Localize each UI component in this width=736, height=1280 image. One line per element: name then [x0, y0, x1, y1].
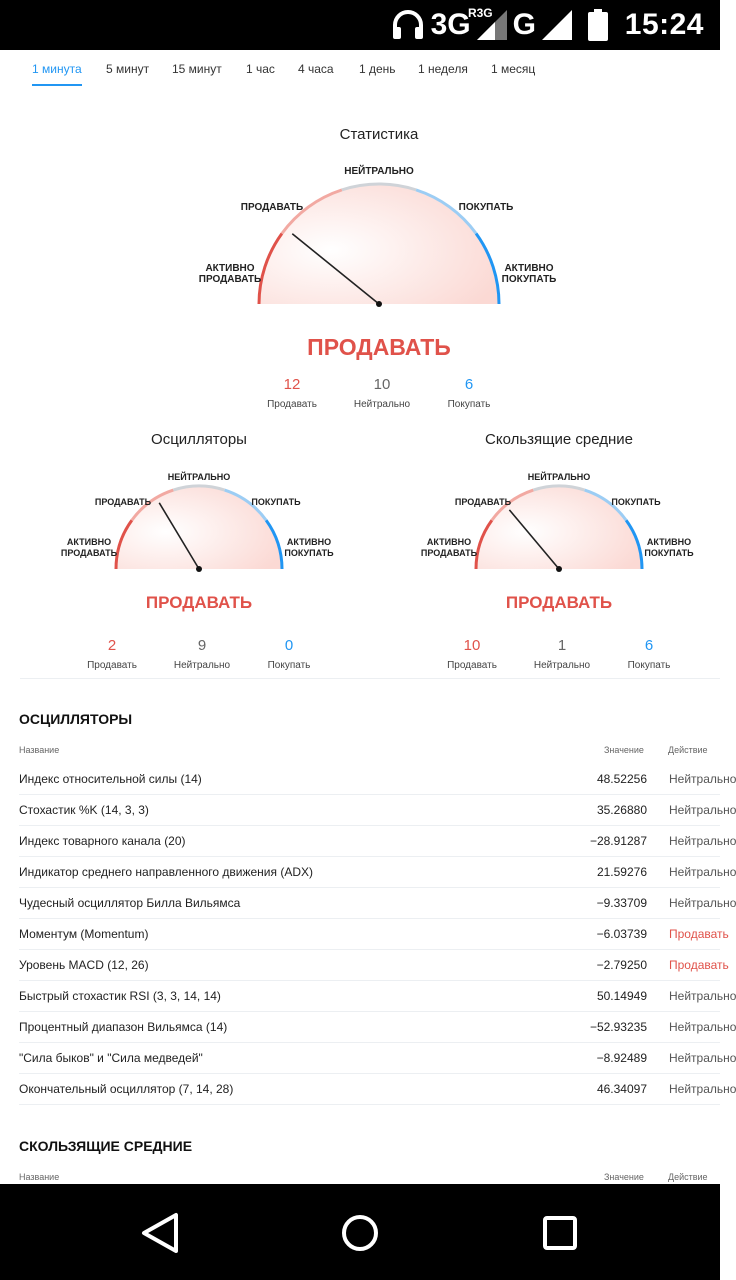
indicator-value: 21.59276 — [596, 865, 647, 879]
gauge-label-strong-buy: АКТИВНО ПОКУПАТЬ — [501, 263, 557, 285]
oscillators-sell-count — [72, 637, 152, 671]
gauge-label-strong-sell: АКТИВНО ПРОДАВАТЬ — [198, 263, 262, 285]
status-bar — [0, 0, 720, 50]
indicator-name: Индекс относительной силы (14) — [19, 772, 202, 786]
ma-gauge — [0, 92, 720, 592]
gauge-label-strong-buy: АКТИВНО ПОКУПАТЬ — [284, 537, 334, 558]
indicator-action: Продавать — [669, 927, 729, 941]
column-header-name: Название — [19, 745, 60, 755]
ma-gauge-title: Скользящие средние — [485, 431, 633, 448]
table-row[interactable] — [19, 795, 736, 826]
gauge-label-strong-sell: АКТИВНО ПРОДАВАТЬ — [420, 537, 478, 558]
table-row[interactable] — [19, 888, 736, 919]
timeframe-tabs — [0, 50, 720, 92]
count-value: 0 — [284, 637, 294, 654]
back-icon[interactable] — [130, 1208, 190, 1258]
tab-15-minutes[interactable]: 15 минут — [172, 62, 222, 76]
count-value: 6 — [644, 637, 654, 654]
battery-icon — [588, 9, 608, 41]
column-header-action: Действие — [668, 745, 708, 755]
ma-sell-count — [432, 637, 512, 671]
gauge-label-buy: ПОКУПАТЬ — [458, 202, 514, 213]
indicator-action: Нейтрально — [669, 989, 736, 1003]
indicator-action: Нейтрально — [669, 896, 736, 910]
clock: 15:24 — [624, 8, 704, 41]
ma-buy-count — [609, 637, 689, 671]
table-row[interactable] — [19, 857, 736, 888]
table-row[interactable] — [19, 1012, 736, 1043]
table-row[interactable] — [19, 764, 736, 795]
indicator-action: Нейтрально — [669, 1020, 736, 1034]
gauge-label-sell: ПРОДАВАТЬ — [240, 202, 304, 213]
ma-neutral-count — [522, 637, 602, 671]
gauge-label-sell: ПРОДАВАТЬ — [454, 497, 512, 507]
gauge-label-strong-buy: АКТИВНО ПОКУПАТЬ — [644, 537, 694, 558]
tab-1-minute[interactable]: 1 минута — [32, 62, 82, 76]
table-row[interactable] — [19, 950, 729, 981]
indicator-action: Нейтрально — [669, 834, 736, 848]
count-value: 10 — [373, 376, 391, 393]
count-label: Покупать — [447, 399, 491, 410]
network-g-label: G — [512, 8, 536, 41]
indicator-name: Уровень MACD (12, 26) — [19, 958, 149, 972]
oscillators-buy-count — [249, 637, 329, 671]
count-value: 2 — [107, 637, 117, 654]
column-header-value: Значение — [604, 745, 644, 755]
gauge-label-neutral: НЕЙТРАЛЬНО — [167, 472, 231, 482]
column-header-action: Действие — [668, 1172, 708, 1182]
summary-verdict: ПРОДАВАТЬ — [307, 334, 451, 360]
table-row[interactable] — [19, 919, 729, 950]
indicator-name: Индекс товарного канала (20) — [19, 834, 186, 848]
indicator-value: −6.03739 — [596, 927, 647, 941]
indicator-value: 46.34097 — [596, 1082, 647, 1096]
gauge-label-neutral: НЕЙТРАЛЬНО — [527, 472, 591, 482]
indicator-value: 35.26880 — [596, 803, 647, 817]
navigation-bar — [0, 1184, 720, 1280]
roaming-label: R3G — [467, 6, 493, 20]
count-label: Нейтрально — [173, 660, 231, 671]
ma-section-title: СКОЛЬЗЯЩИЕ СРЕДНИЕ — [19, 1138, 193, 1154]
divider — [20, 678, 720, 679]
ma-verdict: ПРОДАВАТЬ — [505, 593, 613, 612]
oscillators-section-title: ОСЦИЛЛЯТОРЫ — [19, 711, 133, 727]
count-value: 6 — [464, 376, 474, 393]
indicator-value: −2.79250 — [596, 958, 647, 972]
signal-full-icon — [542, 10, 572, 40]
indicator-value: −52.93235 — [589, 1020, 647, 1034]
oscillators-gauge-title: Осцилляторы — [151, 431, 247, 448]
indicator-name: Окончательный осциллятор (7, 14, 28) — [19, 1082, 234, 1096]
status-icons — [391, 6, 608, 44]
column-header-name: Название — [19, 1172, 60, 1182]
summary-title: Статистика — [339, 126, 419, 143]
tab-1-hour[interactable]: 1 час — [246, 62, 275, 76]
network-3g-label: 3G — [430, 8, 471, 41]
gauge-label-neutral: НЕЙТРАЛЬНО — [344, 166, 414, 177]
tab-4-hours[interactable]: 4 часа — [298, 62, 334, 76]
column-header-value: Значение — [604, 1172, 644, 1182]
table-row[interactable] — [19, 826, 736, 857]
indicator-name: Процентный диапазон Вильямса (14) — [19, 1020, 228, 1034]
technical-analysis-content — [0, 92, 736, 1184]
table-row[interactable] — [19, 1043, 736, 1074]
indicator-name: "Сила быков" и "Сила медведей" — [19, 1051, 203, 1065]
gauge-label-buy: ПОКУПАТЬ — [611, 497, 661, 507]
count-label: Покупать — [267, 660, 311, 671]
indicator-value: −9.33709 — [596, 896, 647, 910]
indicator-name: Моментум (Momentum) — [19, 927, 149, 941]
gauge-label-buy: ПОКУПАТЬ — [251, 497, 301, 507]
indicator-name: Индикатор среднего направленного движения (ADX) — [19, 865, 314, 879]
gauge-label-sell: ПРОДАВАТЬ — [94, 497, 152, 507]
indicator-value: −28.91287 — [589, 834, 647, 848]
tab-5-minutes[interactable]: 5 минут — [106, 62, 150, 76]
count-label: Нейтрально — [533, 660, 591, 671]
indicator-action: Продавать — [669, 958, 729, 972]
indicator-action: Нейтрально — [669, 803, 736, 817]
count-value: 12 — [283, 376, 301, 393]
table-row[interactable] — [19, 1074, 736, 1105]
count-value: 9 — [197, 637, 207, 654]
indicator-action: Нейтрально — [669, 1082, 736, 1096]
indicator-name: Быстрый стохастик RSI (3, 3, 14, 14) — [19, 989, 221, 1003]
indicator-action: Нейтрально — [669, 1051, 736, 1065]
oscillators-neutral-count — [162, 637, 242, 671]
gauge-label-strong-sell: АКТИВНО ПРОДАВАТЬ — [60, 537, 118, 558]
indicator-value: −8.92489 — [596, 1051, 647, 1065]
indicator-name: Чудесный осциллятор Билла Вильямса — [19, 896, 241, 910]
oscillators-verdict: ПРОДАВАТЬ — [145, 593, 253, 612]
count-label: Нейтрально — [353, 399, 411, 410]
gauge-pivot — [556, 566, 562, 572]
table-row[interactable] — [19, 981, 736, 1012]
indicator-action: Нейтрально — [669, 772, 736, 786]
headphones-icon — [391, 9, 425, 41]
home-icon[interactable] — [330, 1208, 390, 1258]
tab-1-month[interactable]: 1 месяц — [491, 62, 536, 76]
count-value: 1 — [557, 637, 567, 654]
count-label: Продавать — [447, 660, 497, 671]
recent-apps-icon[interactable] — [530, 1208, 590, 1258]
indicator-action: Нейтрально — [669, 865, 736, 879]
tab-1-day[interactable]: 1 день — [359, 62, 396, 76]
count-label: Продавать — [87, 660, 137, 671]
count-label: Покупать — [627, 660, 671, 671]
indicator-name: Стохастик %K (14, 3, 3) — [19, 803, 149, 817]
count-value: 10 — [463, 637, 481, 654]
network-type — [430, 6, 493, 42]
indicator-value: 50.14949 — [596, 989, 647, 1003]
tab-1-week[interactable]: 1 неделя — [418, 62, 468, 76]
indicator-value: 48.52256 — [596, 772, 647, 786]
count-label: Продавать — [267, 399, 317, 410]
